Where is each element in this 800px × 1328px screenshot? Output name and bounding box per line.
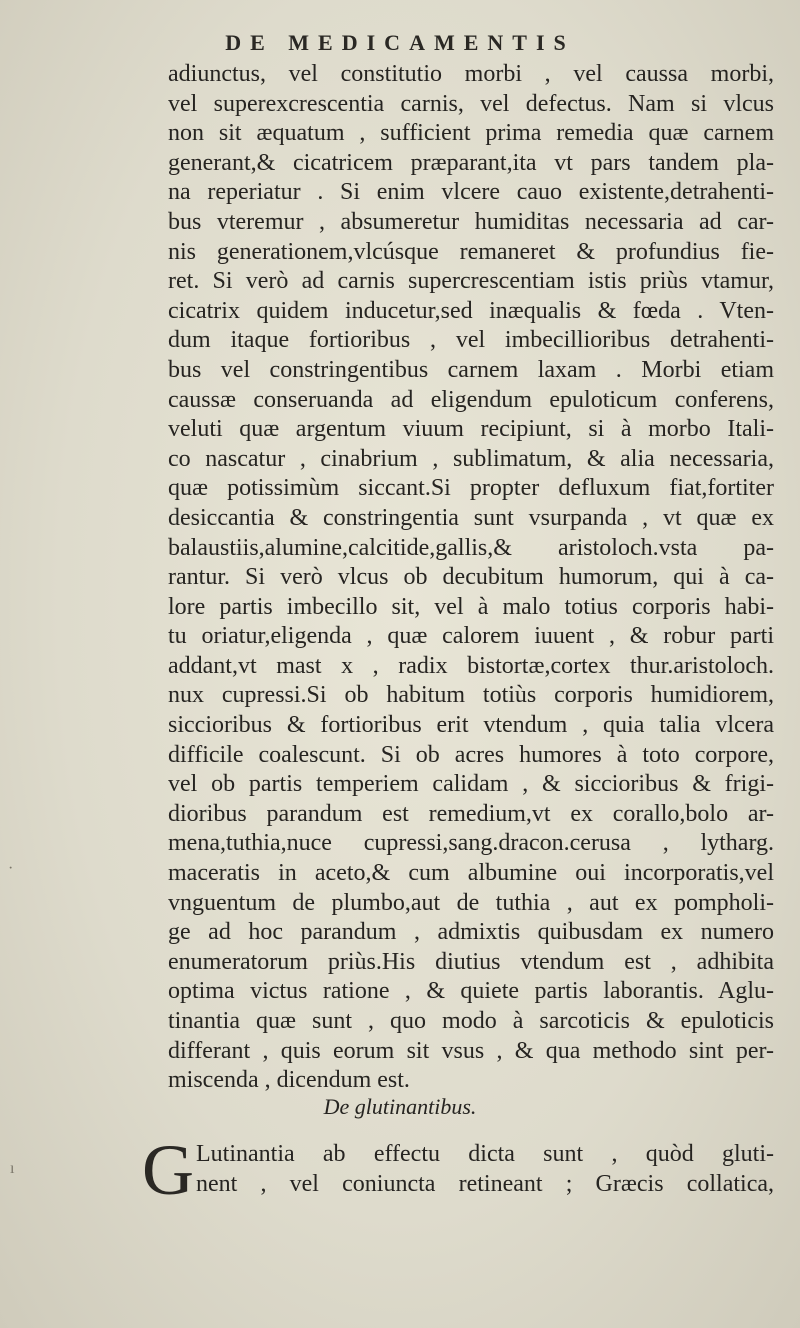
text-line: vel superexcrescentia carnis, vel defectus. Nam si vlcus [168, 90, 774, 117]
text-line: addant,vt mast x , radix bistortæ,cortex thur.aristoloch. [168, 652, 774, 679]
text-line: miscenda , dicendum est. [168, 1067, 410, 1094]
text-line: bus vel constringentibus carnem laxam . Morbi etiam [168, 356, 774, 383]
text-line: ge ad hoc parandum , admixtis quibusdam ex numero [168, 919, 774, 946]
text-line: cicatrix quidem inducetur,sed inæqualis & fœda . Vten- [168, 297, 774, 324]
margin-mark: ı [10, 1160, 15, 1177]
text-line: enumeratorum priùs.His diutius vtendum est , adhibita [168, 948, 774, 975]
text-line: siccioribus & fortioribus erit vtendum , quia talia vlcera [168, 712, 774, 739]
text-line: quæ potissimùm siccant.Si propter defluxum fiat,fortiter [168, 475, 774, 502]
section-text-line: Lutinantia ab effectu dicta sunt , quòd gluti- [196, 1141, 774, 1167]
text-line: tu oriatur,eligenda , quæ calorem iuuent , & robur parti [168, 623, 774, 650]
text-line: generant,& cicatricem præparant,ita vt pars tandem pla- [168, 149, 774, 176]
text-line: rantur. Si verò vlcus ob decubitum humorum, qui à ca- [168, 564, 774, 591]
text-line: lore partis imbecillo sit, vel à malo totius corporis habi- [168, 593, 774, 620]
text-line: differant , quis eorum sit vsus , & qua methodo sint per- [168, 1037, 774, 1064]
text-line: vnguentum de plumbo,aut de tuthia , aut ex pompholi- [168, 889, 774, 916]
text-line: na reperiatur . Si enim vlcere cauo existente,detrahenti- [168, 179, 774, 206]
drop-cap: G [142, 1130, 194, 1210]
text-line: optima victus ratione , & quiete partis laborantis. Aglu- [168, 978, 774, 1005]
text-line: adiunctus, vel constitutio morbi , vel caussa morbi, [168, 61, 774, 87]
text-line: desiccantia & constringentia sunt vsurpanda , vt quæ ex [168, 504, 774, 531]
text-line: non sit æquatum , sufficient prima remedia quæ carnem [168, 120, 774, 147]
text-line: nux cupressi.Si ob habitum totiùs corporis humidiorem, [168, 682, 774, 709]
text-line: maceratis in aceto,& cum albumine oui incorporatis,vel [168, 860, 774, 887]
text-line: ret. Si verò ad carnis supercrescentiam istis priùs vtamur, [168, 268, 774, 295]
text-line: veluti quæ argentum viuum recipiunt, si à morbo Itali- [168, 416, 774, 443]
body-text [168, 60, 774, 1096]
section-text-line: nent , vel coniuncta retineant ; Græcis collatica, [196, 1170, 774, 1197]
text-line: mena,tuthia,nuce cupressi,sang.dracon.cerusa , lytharg. [168, 830, 774, 857]
text-line: caussæ conseruanda ad eligendum epuloticum conferens, [168, 386, 774, 413]
section-title: De glutinantibus. [323, 1094, 477, 1119]
text-line: bus vteremur , absumeretur humiditas necessaria ad car- [168, 208, 774, 235]
text-line: co nascatur , cinabrium , sublimatum, & alia necessaria, [168, 445, 774, 472]
text-line: difficile coalescunt. Si ob acres humores à toto corpore, [168, 741, 774, 768]
text-line: dioribus parandum est remedium,vt ex corallo,bolo ar- [168, 800, 774, 827]
running-header: DE MEDICAMENTIS [225, 30, 575, 55]
text-line: tinantia quæ sunt , quo modo à sarcoticis & epuloticis [168, 1008, 774, 1034]
text-line: dum itaque fortioribus , vel imbecillioribus detrahenti- [168, 327, 774, 354]
section-body [142, 1130, 774, 1210]
text-line: balaustiis,alumine,calcitide,gallis,& aristoloch.vsta pa- [168, 534, 774, 561]
text-line: vel ob partis temperiem calidam , & siccioribus & frigi- [168, 771, 774, 798]
text-line: nis generationem,vlcúsque remaneret & profundius fie- [168, 238, 774, 265]
margin-mark: · [8, 860, 14, 877]
